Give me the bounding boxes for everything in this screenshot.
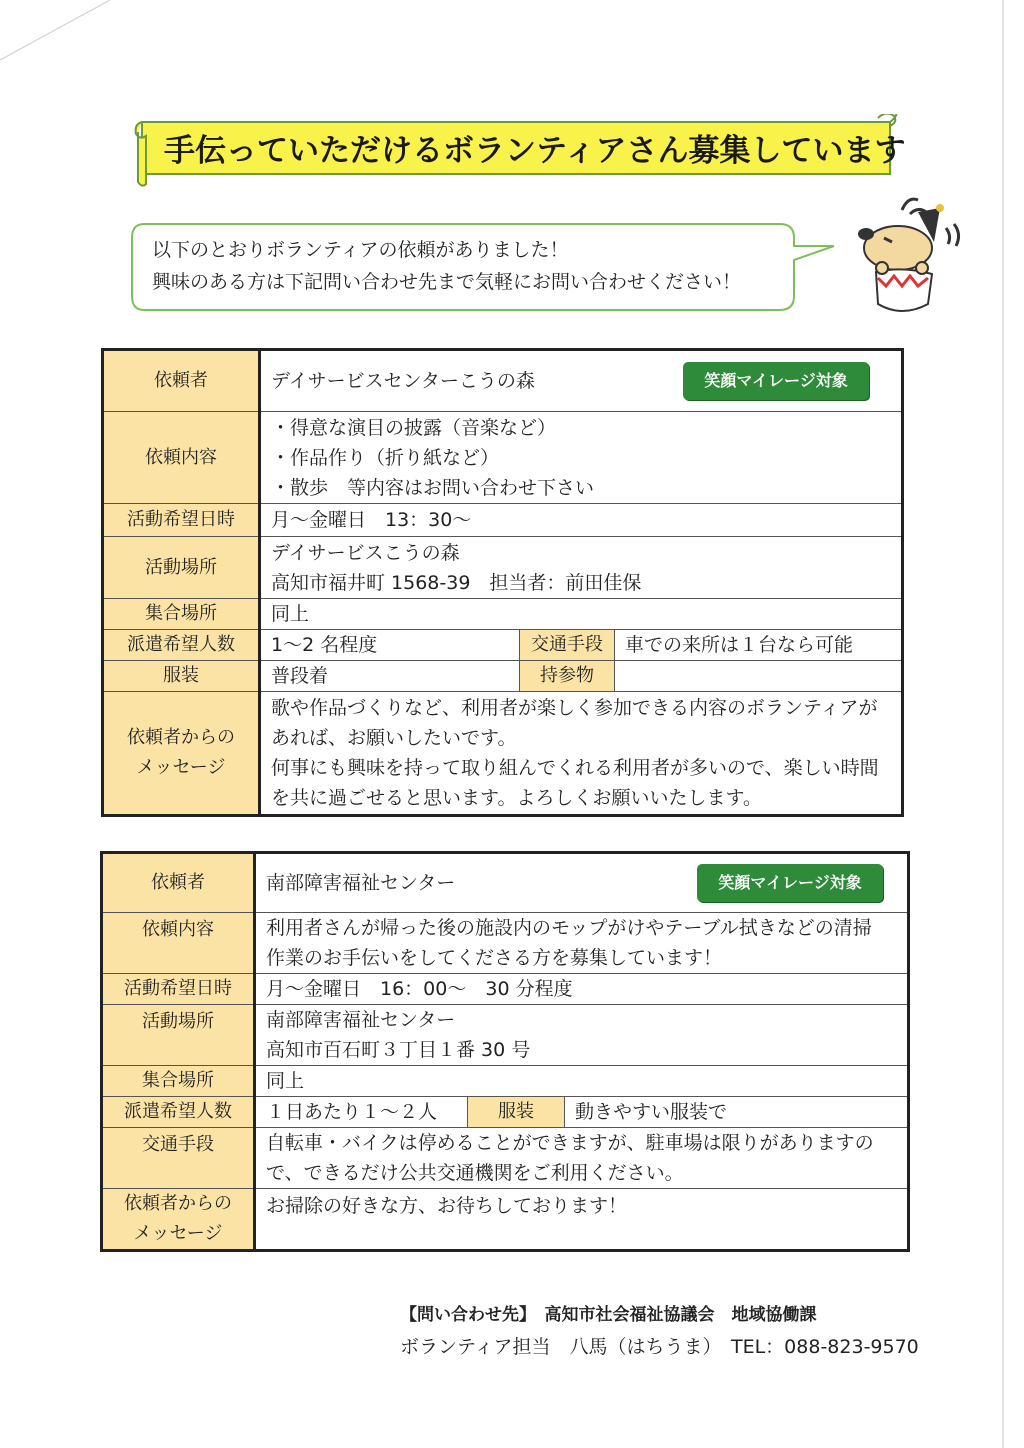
transport-value: 車での来所は１台なら可能 — [615, 630, 903, 661]
datetime-label: 活動希望日時 — [103, 504, 260, 537]
content-line: 利用者さんが帰った後の施設内のモップがけやテーブル拭きなどの清掃 — [266, 917, 872, 939]
table-row — [103, 412, 903, 504]
content-label: 依頼内容 — [102, 913, 255, 974]
people-value: １日あたり１～２人 — [255, 1097, 468, 1128]
table-row — [102, 913, 909, 974]
message-value: お掃除の好きな方、お待ちしております！ — [255, 1189, 909, 1251]
datetime-value: 月～金曜日 13：30～ — [260, 504, 903, 537]
requester-cell — [260, 350, 903, 412]
people-label: 派遣希望人数 — [103, 630, 260, 661]
meeting-value: 同上 — [255, 1066, 909, 1097]
content-cell — [260, 412, 903, 504]
page-title: 手伝っていただけるボランティアさん募集しています — [164, 133, 906, 169]
meeting-label: 集合場所 — [102, 1066, 255, 1097]
content-line: ・散歩 等内容はお問い合わせ下さい — [271, 476, 595, 499]
message-label-line: 依頼者からの — [127, 727, 235, 748]
table-row — [103, 599, 903, 630]
message-label-line: メッセージ — [133, 1223, 223, 1244]
transport-line: で、できるだけ公共交通機関をご利用ください。 — [266, 1162, 684, 1184]
content-label: 依頼内容 — [103, 412, 260, 504]
transport-label: 交通手段 — [102, 1128, 255, 1189]
dress-value: 普段着 — [260, 661, 520, 692]
table-row — [103, 537, 903, 599]
table-row — [103, 692, 903, 816]
message-cell — [260, 692, 903, 816]
transport-cell — [255, 1128, 909, 1189]
contact-line-1: 【問い合わせ先】 高知市社会福祉協議会 地域協働課 — [400, 1305, 817, 1325]
mascot-dog-illustration — [836, 190, 966, 320]
request-table-2 — [100, 851, 910, 1252]
dress-value: 動きやすい服装で — [565, 1097, 909, 1128]
requester-cell — [255, 853, 909, 913]
content-line: ・得意な演目の披露（音楽など） — [271, 416, 557, 439]
message-label-line: メッセージ — [136, 757, 226, 778]
message-label — [103, 692, 260, 816]
message-line: あれば、お願いしたいです。 — [271, 727, 517, 749]
dress-label: 服装 — [103, 661, 260, 692]
requester-label: 依頼者 — [102, 853, 255, 913]
meeting-value: 同上 — [260, 599, 903, 630]
smile-mileage-badge: 笑顔マイレージ対象 — [683, 362, 869, 400]
transport-label: 交通手段 — [520, 630, 615, 661]
smile-mileage-badge: 笑顔マイレージ対象 — [697, 864, 883, 902]
requester-name: 南部障害福祉センター — [266, 872, 456, 894]
bring-label: 持参物 — [520, 661, 615, 692]
place-line: 南部障害福祉センター — [266, 1009, 456, 1031]
place-cell — [255, 1005, 909, 1066]
place-line: 高知市百石町３丁目１番 30 号 — [266, 1039, 531, 1061]
place-cell — [260, 537, 903, 599]
message-line: を共に過ごせると思います。よろしくお願いいたします。 — [271, 787, 762, 809]
table-row — [102, 1005, 909, 1066]
title-banner — [134, 114, 906, 188]
content-cell — [255, 913, 909, 974]
table-row — [102, 1128, 909, 1189]
place-line: デイサービスこうの森 — [271, 541, 460, 564]
transport-line: 自転車・バイクは停めることができますが、駐車場は限りがありますの — [266, 1132, 874, 1154]
table-row — [103, 661, 903, 692]
contact-line-2: ボランティア担当 八馬（はちうま） TEL：088-823-9570 — [400, 1336, 919, 1358]
place-label: 活動場所 — [103, 537, 260, 599]
table-row — [102, 1066, 909, 1097]
place-label: 活動場所 — [102, 1005, 255, 1066]
people-value: 1～2 名程度 — [260, 630, 520, 661]
table-row — [102, 1189, 909, 1251]
table-row — [102, 974, 909, 1005]
message-label — [102, 1189, 255, 1251]
table-row — [103, 350, 903, 412]
contact-info — [400, 1300, 919, 1364]
requester-label: 依頼者 — [103, 350, 260, 412]
place-line: 高知市福井町 1568-39 担当者：前田佳保 — [271, 571, 642, 594]
datetime-value: 月～金曜日 16：00～ 30 分程度 — [255, 974, 909, 1005]
request-table-1 — [101, 348, 904, 817]
content-line: ・作品作り（折り紙など） — [271, 446, 500, 469]
people-label: 派遣希望人数 — [102, 1097, 255, 1128]
requester-name: デイサービスセンターこうの森 — [271, 370, 535, 392]
content-line: 作業のお手伝いをしてくださる方を募集しています！ — [266, 947, 723, 969]
meeting-label: 集合場所 — [103, 599, 260, 630]
datetime-label: 活動希望日時 — [102, 974, 255, 1005]
dress-label: 服装 — [468, 1097, 565, 1128]
intro-bubble — [130, 222, 850, 316]
bring-value — [615, 661, 903, 692]
table-row — [102, 1097, 909, 1128]
message-line: 歌や作品づくりなど、利用者が楽しく参加できる内容のボランティアが — [271, 697, 878, 719]
message-line: 何事にも興味を持って取り組んでくれる利用者が多いので、楽しい時間 — [271, 757, 879, 779]
table-row — [103, 630, 903, 661]
message-label-line: 依頼者からの — [124, 1193, 232, 1214]
table-row — [102, 853, 909, 913]
intro-line-2: 興味のある方は下記問い合わせ先まで気軽にお問い合わせください！ — [152, 271, 742, 293]
table-row — [103, 504, 903, 537]
intro-line-1: 以下のとおりボランティアの依頼がありました！ — [152, 239, 569, 261]
